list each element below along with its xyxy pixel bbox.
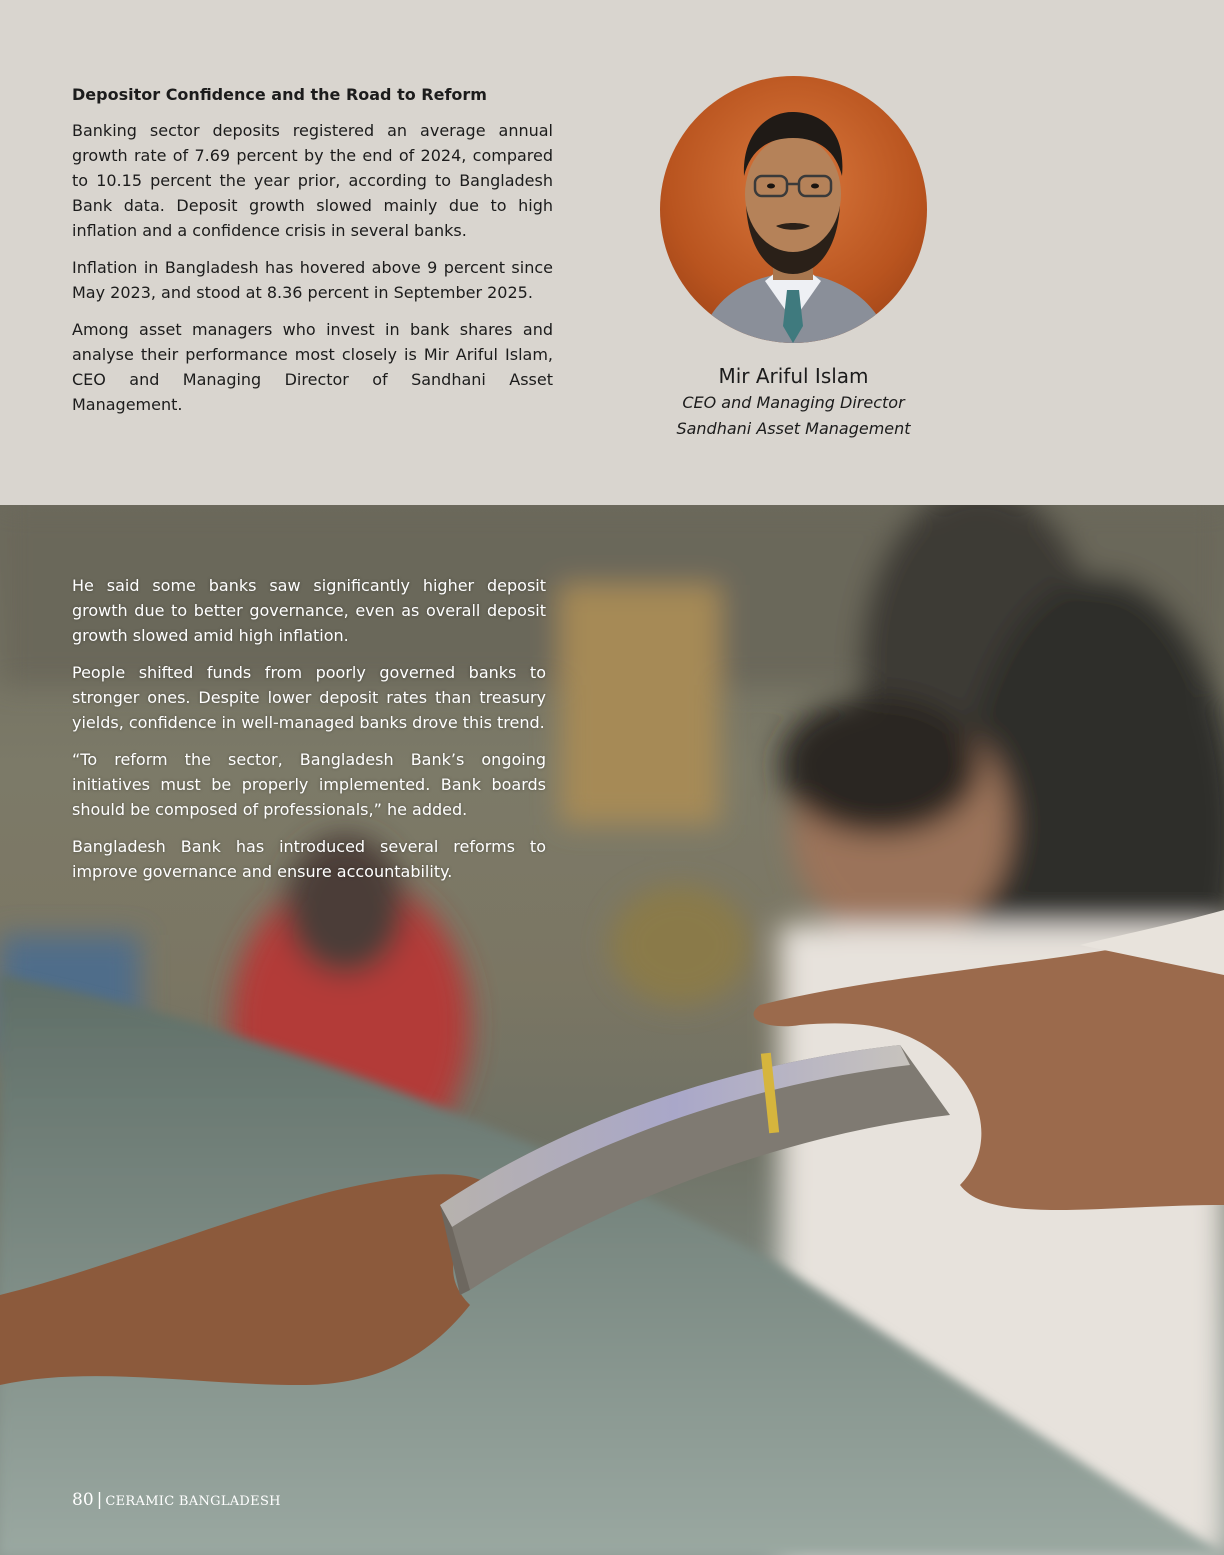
background-photo-section: [0, 505, 1224, 1555]
paragraph: Bangladesh Bank has introduced several reforms to improve governance and ensure accountability.: [72, 837, 546, 881]
profile-role: CEO and Managing Director: [682, 393, 905, 412]
profile-organization: Sandhani Asset Management: [676, 419, 911, 438]
profile-portrait: [660, 76, 927, 343]
paragraph: He said some banks saw significantly higher deposit growth due to better governance, even as overall deposit growth slowed amid high inflation.: [72, 576, 546, 645]
section-heading: Depositor Confidence and the Road to Reform: [72, 85, 487, 104]
footer-separator: |: [96, 1490, 103, 1510]
publication-name: CERAMIC BANGLADESH: [105, 1494, 281, 1509]
paragraph: Inflation in Bangladesh has hovered above 9 percent since May 2023, and stood at 8.36 percent in September 2025.: [72, 258, 553, 302]
paragraph: “To reform the sector, Bangladesh Bank’s ongoing initiatives must be properly implemented. Bank boards should be composed of professionals,” he added.: [72, 750, 546, 819]
top-section: [0, 0, 1224, 505]
page-number: 80: [72, 1490, 94, 1510]
paragraph: Banking sector deposits registered an average annual growth rate of 7.69 percent by the end of 2024, compared to 10.15 percent the year prior, according to Bangladesh Bank data. Deposit growth slowed mainly due to high inflation and a confidence crisis in several banks.: [72, 121, 553, 240]
paragraph: Among asset managers who invest in bank shares and analyse their performance most closely is Mir Ariful Islam, CEO and Managing Director of Sandhani Asset Management.: [72, 320, 553, 414]
profile-caption: [640, 362, 947, 442]
page-footer: [72, 1490, 281, 1510]
profile-name: Mir Ariful Islam: [718, 364, 869, 388]
article-intro-column: [72, 84, 553, 429]
portrait-illustration: [660, 76, 927, 343]
paragraph: People shifted funds from poorly governed banks to stronger ones. Despite lower deposit rates than treasury yields, confidence in well-managed banks drove this trend.: [72, 663, 546, 732]
article-photo-column: [72, 573, 546, 896]
